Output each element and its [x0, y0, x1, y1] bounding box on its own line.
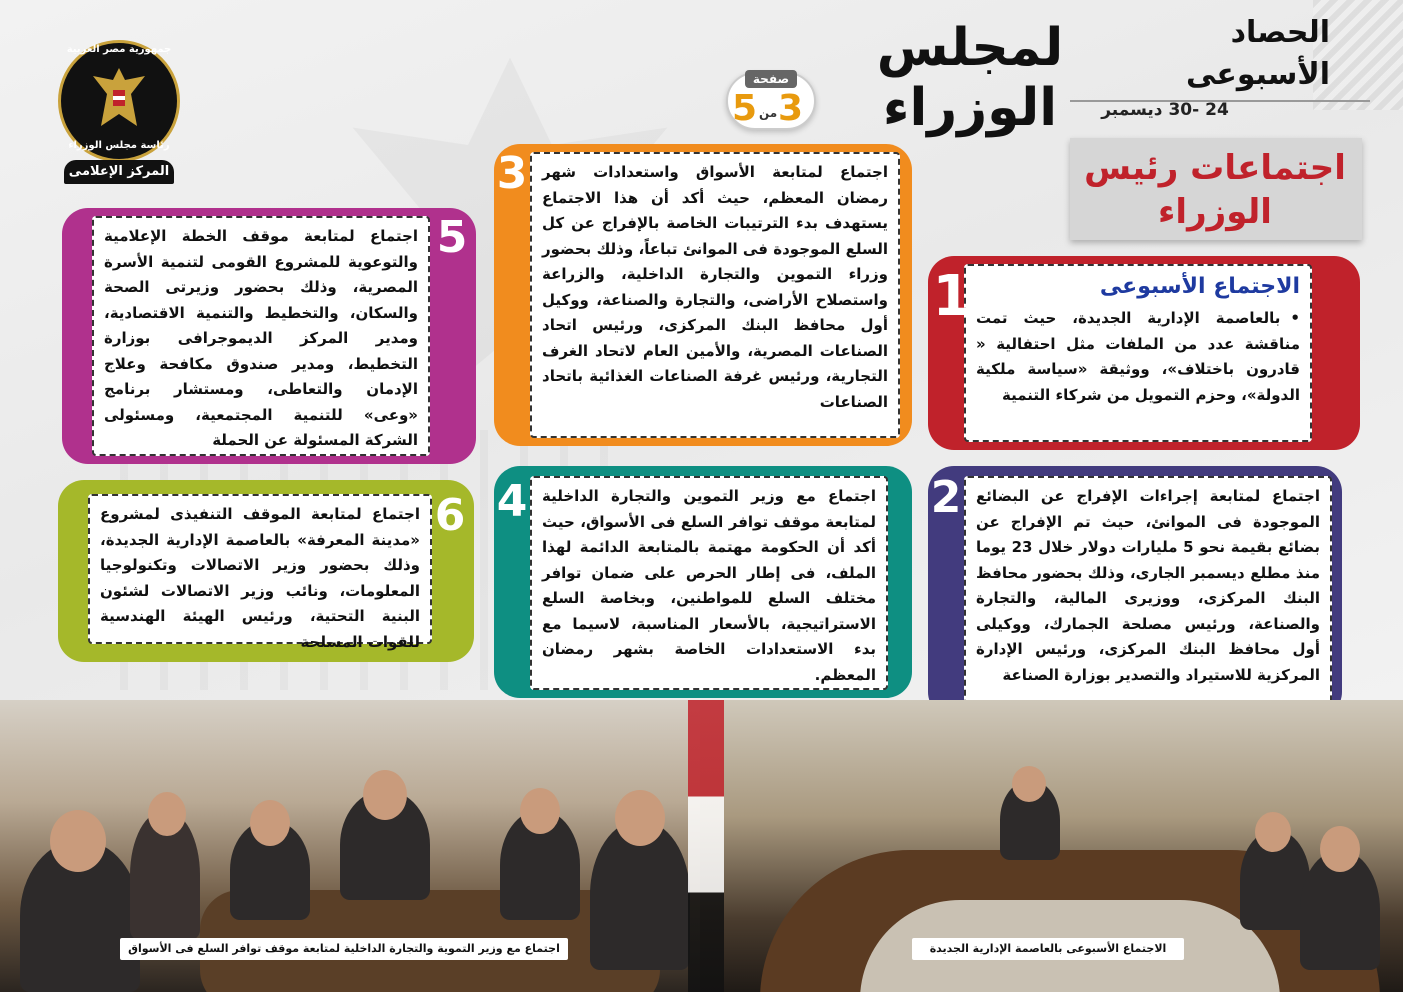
page-label: صفحة: [745, 70, 797, 88]
logo-banner: المركز الإعلامى: [64, 160, 174, 184]
photo-caption-right: الاجتماع الأسبوعى بالعاصمة الإدارية الجديدة: [912, 938, 1184, 960]
photo-caption-left: اجتماع مع وزير التموية والتجارة الداخلية لمتابعة موقف توافر السلع فى الأسواق: [120, 938, 568, 960]
meeting-card-1: [928, 256, 1360, 450]
section-title: [1080, 146, 1350, 234]
meeting-card-5-text: اجتماع لمتابعة موقف الخطة الإعلامية والتوعوية للمشروع القومى لتنمية الأسرة المصرية، وذلك بحضور وزيرتى الصحة والسكان، والتخطيط والتنمية الاقتصادية، ومدير المركز الديموجرافى بوزارة التخطيط، ومدير صندوق مكافحة وعلاج الإدمان والتعاطى، ومستشار برنامج «وعى» للتنمية المجتمعية، ومسئولى الشركة المسئولة عن الحملة: [92, 216, 430, 456]
person-head: [148, 792, 186, 836]
person-head: [1320, 826, 1360, 872]
meeting-card-3-text: اجتماع لمتابعة الأسواق واستعدادات شهر رمضان المعظم، حيث أكد أن هذا الاجتماع يستهدف بدء الترتيبات الخاصة بالإفراج عن كل السلع الموجودة فى الموانئ تباعاً، وذلك بحضور وزراء التموين والتجارة الداخلية، والزراعة واستصلاح الأراضى، والتجارة والصناعة، ووكيل أول محافظ البنك المركزى، ورئيس اتحاد الصناعات المصرية، والأمين العام لاتحاد الغرف التجارية، ورئيس غرفة الصناعات الغذائية باتحاد الصناعات: [530, 152, 900, 438]
meeting-card-6-number: 6: [434, 490, 466, 541]
page-subtitle: [1150, 12, 1330, 96]
person-head: [520, 788, 560, 834]
meeting-card-4-text: اجتماع مع وزير التموين والتجارة الداخلية لمتابعة موقف توافر السلع فى الأسواق، حيث أكد أن الحكومة مهتمة بالمتابعة الدائمة لهذا الملف، فى إطار الحرص على ضمان توافر مختلف السلع للمواطنين، وبخاصة السلع الاستراتيجية، بالأسعار المناسبة، لاسيما مع بدء الاستعدادات الخاصة بشهر رمضان المعظم.: [530, 476, 888, 690]
section-title-line-1: اجتماعات رئيس: [1084, 148, 1346, 188]
meeting-card-2: [928, 466, 1342, 718]
page-current: 3: [778, 88, 804, 129]
logo-arc-bottom: رئاسة مجلس الوزراء: [68, 140, 170, 151]
meeting-card-1-text: • بالعاصمة الإدارية الجديدة، حيث تمت مناقشة عدد من الملفات مثل احتفالية « قادرون باختلاف»، ووثيقة «سياسة ملكية الدولة»، وحزم التمويل من شركاء التنمية: [976, 306, 1300, 408]
logo-arc-top: جمهورية مصر العربية: [66, 44, 172, 55]
subtitle-line-1: الحصاد: [1230, 15, 1330, 50]
subtitle-line-2: الأسبوعى: [1185, 57, 1330, 92]
meeting-card-6-text: اجتماع لمتابعة الموقف التنفيذى لمشروع «مدينة المعرفة» بالعاصمة الإدارية الجديدة، وذلك بحضور وزير الاتصالات وتكنولوجيا المعلومات، ونائب وزير الاتصالات لشئون البنية التحتية، ورئيس الهيئة الهندسية للقوات المسلحة: [88, 494, 432, 644]
meeting-card-1-number: 1: [932, 264, 972, 329]
egypt-flag: [688, 700, 724, 992]
person-head: [1255, 812, 1291, 852]
meeting-card-4: [494, 466, 912, 698]
meeting-card-3: [494, 144, 912, 446]
meeting-card-5-number: 5: [436, 212, 468, 263]
eagle-emblem-icon: [89, 66, 149, 130]
person-head: [615, 790, 665, 846]
page-total: 5: [732, 88, 758, 129]
meeting-card-6: [58, 480, 474, 662]
person-head: [363, 770, 407, 820]
meeting-card-2-text: اجتماع لمتابعة إجراءات الإفراج عن البضائع الموجودة فى الموانئ، حيث تم الإفراج عن بضائع بقيمة نحو 5 مليارات دولار خلال 23 يوما منذ مطلع ديسمبر الجارى، وذلك بحضور محافظ البنك المركزى، ووزيرى المالية، والتجارة والصناعة، ورئيس مصلحة الجمارك، ووكيلى أول محافظ البنك المركزى، ورئيس الإدارة المركزية للاستيراد والتصدير بوزارة الصناعة: [964, 476, 1332, 710]
person-head: [250, 800, 290, 846]
cabinet-media-center-logo: [58, 40, 180, 190]
date-range: 24 -30 ديسمبر: [1101, 100, 1229, 120]
section-title-line-2: الوزراء: [1158, 192, 1272, 232]
page-of: من: [759, 106, 778, 120]
meeting-card-4-number: 4: [496, 476, 528, 527]
page-title: لمجلس الوزراء: [876, 18, 1064, 138]
meeting-card-3-number: 3: [496, 148, 528, 199]
person-head: [1012, 766, 1046, 802]
meeting-card-1-heading: الاجتماع الأسبوعى: [1099, 274, 1300, 299]
meeting-card-1-body: [964, 264, 1312, 442]
meeting-card-2-number: 2: [930, 472, 962, 523]
meeting-card-5: [62, 208, 476, 464]
person-head: [50, 810, 106, 872]
